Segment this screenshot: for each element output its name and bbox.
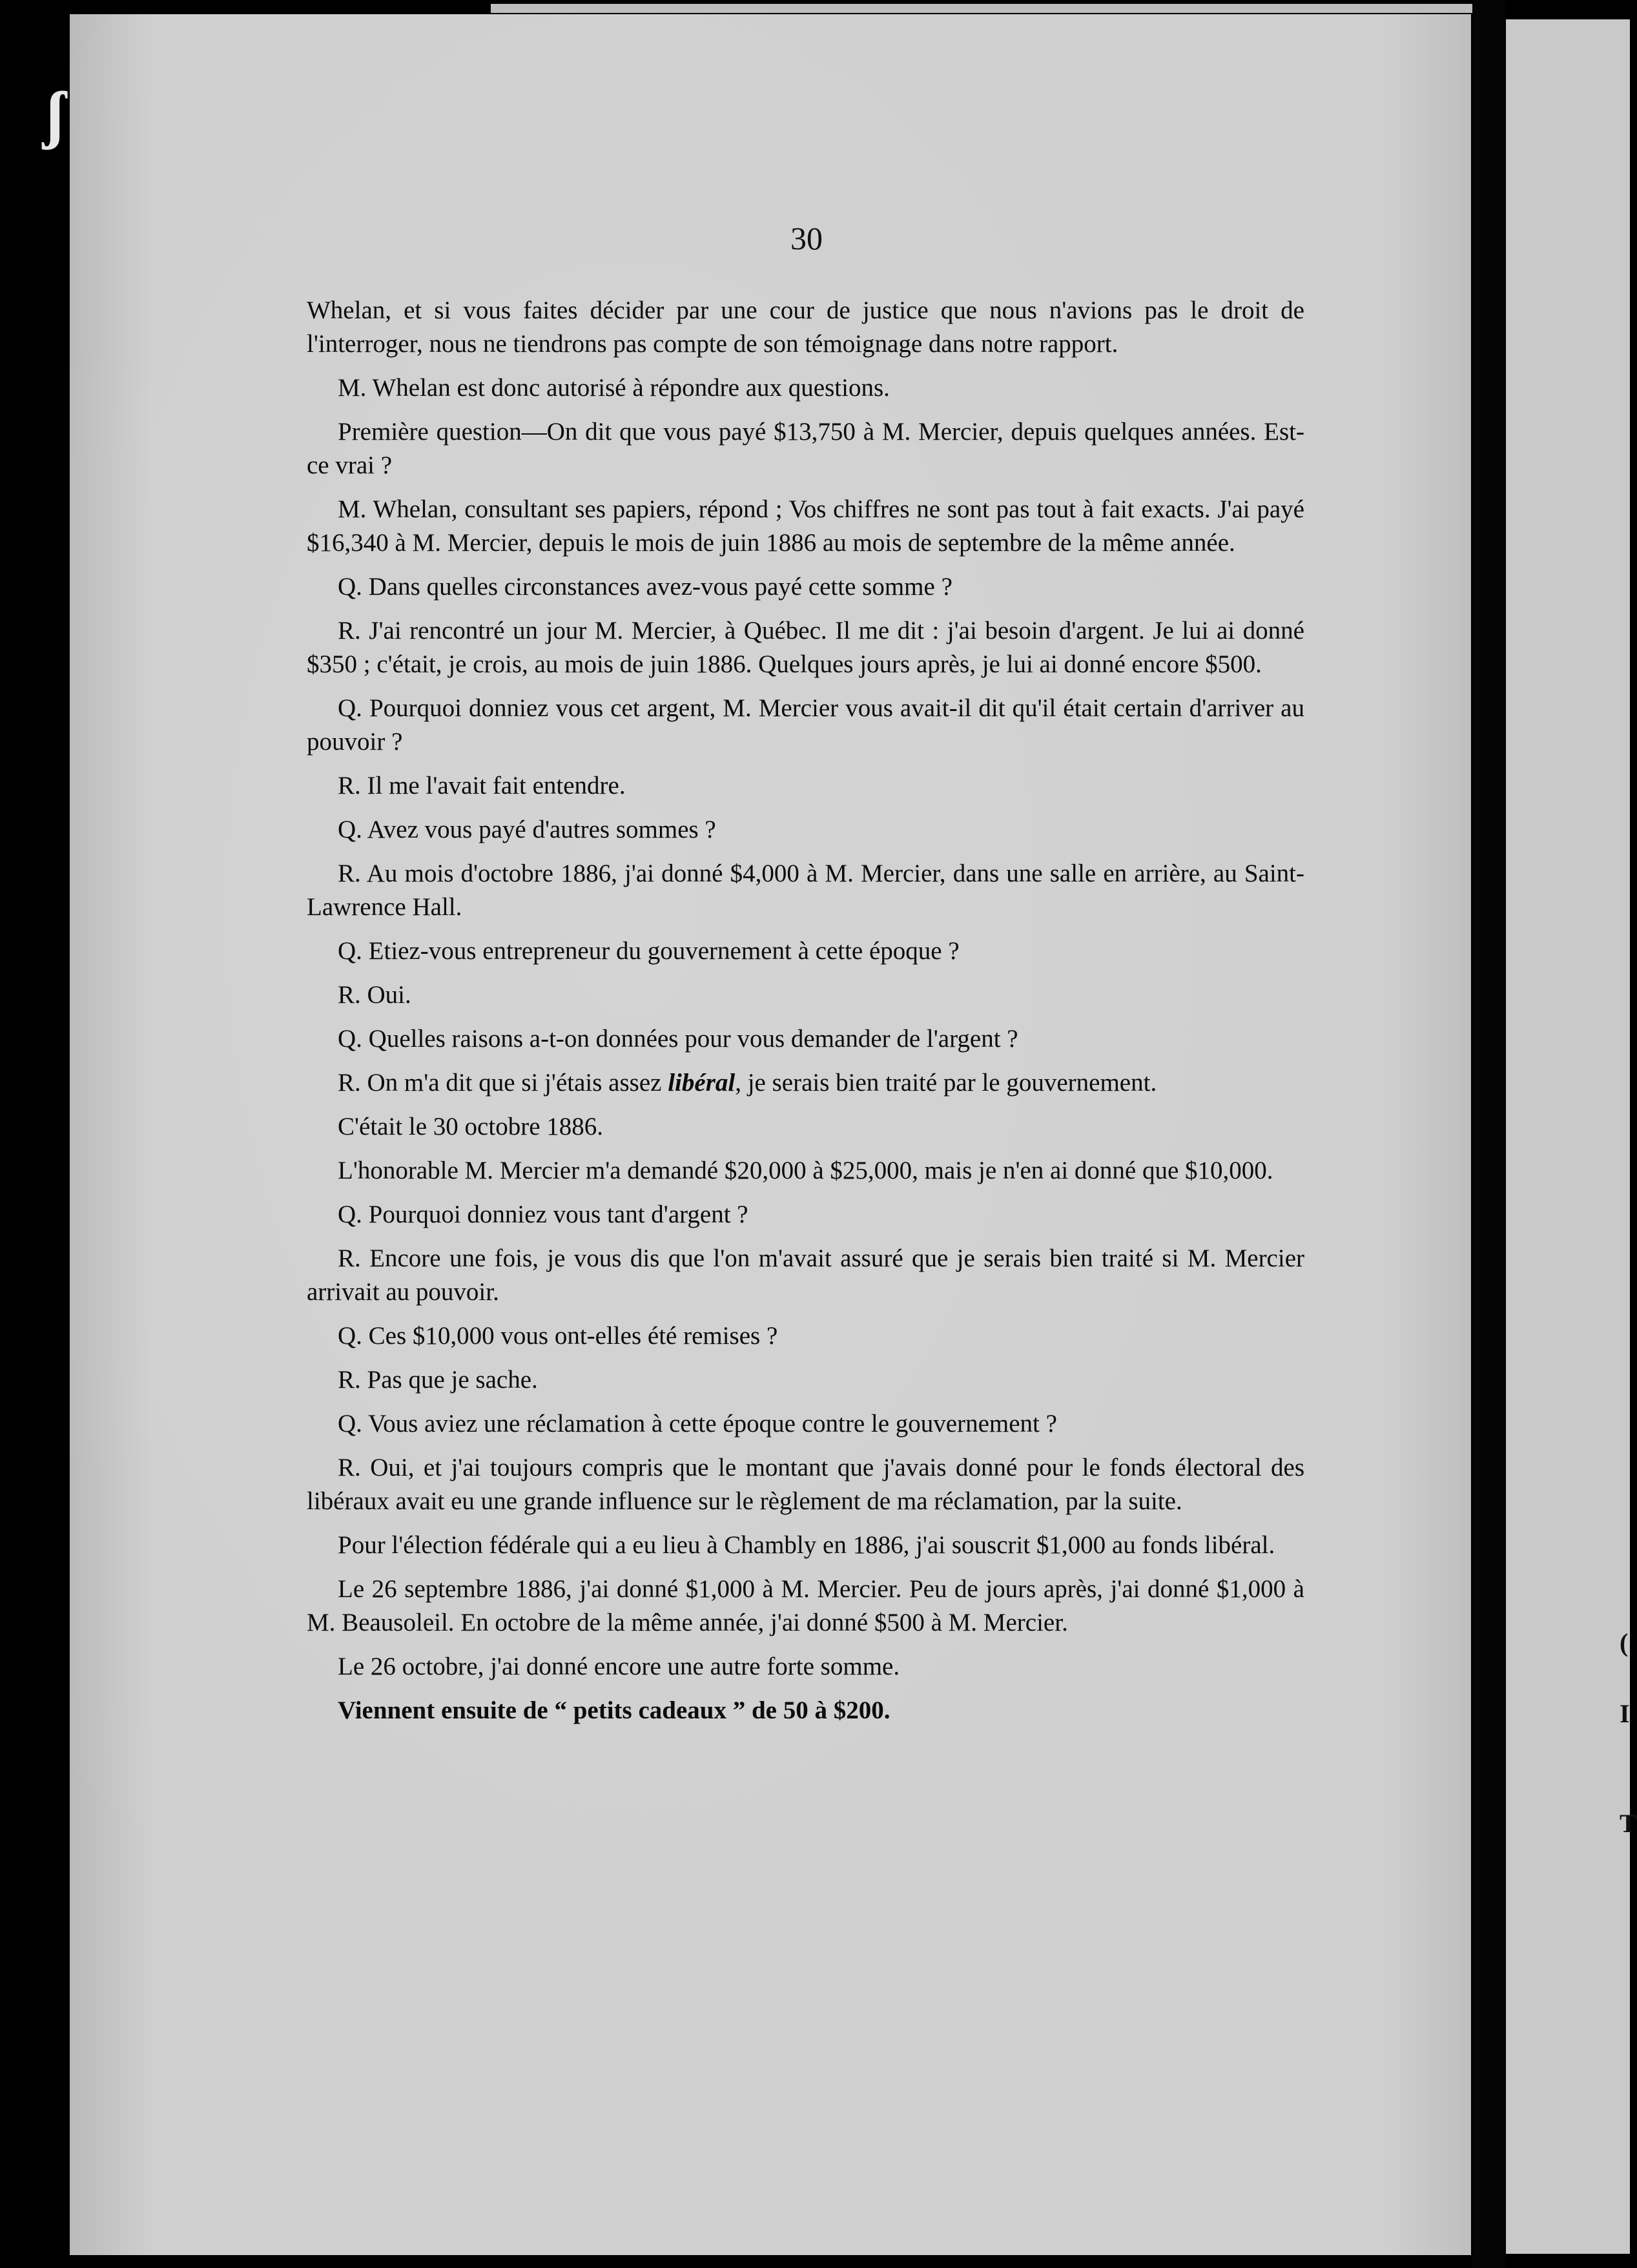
paragraph: C'était le 30 octobre 1886.	[338, 1113, 604, 1140]
paragraph: Whelan, et si vous faites décider par une cour de justice que nous n'avions pas le droit de l'interroger, nous ne tiendrons pas compte de son témoignage dans notre rapport.	[307, 296, 1304, 358]
paragraph: Q. Pourquoi donniez vous cet argent, M. Mercier vous avait-il dit qu'il était certain d'arriver au pouvoir ?	[307, 694, 1304, 756]
paragraph: Q. Pourquoi donniez vous tant d'argent ?	[338, 1201, 748, 1228]
paragraph: Q. Vous aviez une réclamation à cette époque contre le gouvernement ?	[338, 1410, 1057, 1438]
paragraph: R. Oui.	[338, 981, 411, 1009]
paragraph: R. Il me l'avait fait entendre.	[338, 772, 626, 799]
adjacent-page-letter: T	[1620, 1809, 1637, 1838]
adjacent-page-edge	[1506, 19, 1630, 2254]
paragraph: R. Oui, et j'ai toujours compris que le montant que j'avais donné pour le fonds électoral des libéraux avait eu une grande influence sur le règlement de ma réclamation, par la suite.	[307, 1454, 1304, 1515]
paragraph: M. Whelan, consultant ses papiers, répond ; Vos chiffres ne sont pas tout à fait exacts. J'ai payé $16,340 à M. Mercier, depuis le mois de juin 1886 au mois de septembre de la même année.	[307, 495, 1304, 557]
margin-pencil-mark: ʃ	[45, 79, 65, 150]
paragraph: R. Pas que je sache.	[338, 1366, 538, 1394]
adjacent-page-letter: I	[1620, 1699, 1630, 1728]
paragraph: Q. Quelles raisons a-t-on données pour vous demander de l'argent ?	[338, 1025, 1018, 1053]
paragraph: R. Encore une fois, je vous dis que l'on m'avait assuré que je serais bien traité si M. Mercier arrivait au pouvoir.	[307, 1244, 1304, 1306]
paragraph: Le 26 octobre, j'ai donné encore une autre forte somme.	[338, 1653, 900, 1680]
paragraph: Q. Etiez-vous entrepreneur du gouvernement à cette époque ?	[338, 937, 960, 965]
paragraph: Q. Ces $10,000 vous ont-elles été remises ?	[338, 1322, 778, 1350]
paragraph: Viennent ensuite de “ petits cadeaux ” de 50 à $200.	[338, 1696, 891, 1724]
paragraph: Q. Dans quelles circonstances avez-vous payé cette somme ?	[338, 573, 952, 601]
body-text	[307, 294, 1304, 1738]
adjacent-page-letter: (	[1620, 1628, 1629, 1657]
paragraph: R. J'ai rencontré un jour M. Mercier, à Québec. Il me dit : j'ai besoin d'argent. Je lui ai donné $350 ; c'était, je crois, au mois de juin 1886. Quelques jours après, je lui ai donné encore $500.	[307, 617, 1304, 678]
paragraph: Q. Avez vous payé d'autres sommes ?	[338, 816, 716, 843]
paragraph: Pour l'élection fédérale qui a eu lieu à Chambly en 1886, j'ai souscrit $1,000 au fonds libéral.	[338, 1531, 1275, 1559]
paragraph: Première question—On dit que vous payé $13,750 à M. Mercier, depuis quelques années. Est-ce vrai ?	[307, 418, 1304, 479]
paragraph: M. Whelan est donc autorisé à répondre aux questions.	[338, 374, 890, 402]
page-number: 30	[790, 220, 823, 256]
paragraph: Le 26 septembre 1886, j'ai donné $1,000 à M. Mercier. Peu de jours après, j'ai donné $1,000 à M. Beausoleil. En octobre de la même année, j'ai donné $500 à M. Mercier.	[307, 1575, 1304, 1636]
paragraph: R. Au mois d'octobre 1886, j'ai donné $4,000 à M. Mercier, dans une salle en arrière, au Saint-Lawrence Hall.	[307, 860, 1304, 921]
top-edge-rule	[491, 4, 1498, 13]
paragraph: R. On m'a dit que si j'étais assez libéral, je serais bien traité par le gouvernement.	[338, 1069, 1157, 1097]
paragraph: L'honorable M. Mercier m'a demandé $20,000 à $25,000, mais je n'en ai donné que $10,000.	[338, 1157, 1273, 1184]
binding-gutter	[1472, 0, 1505, 2268]
